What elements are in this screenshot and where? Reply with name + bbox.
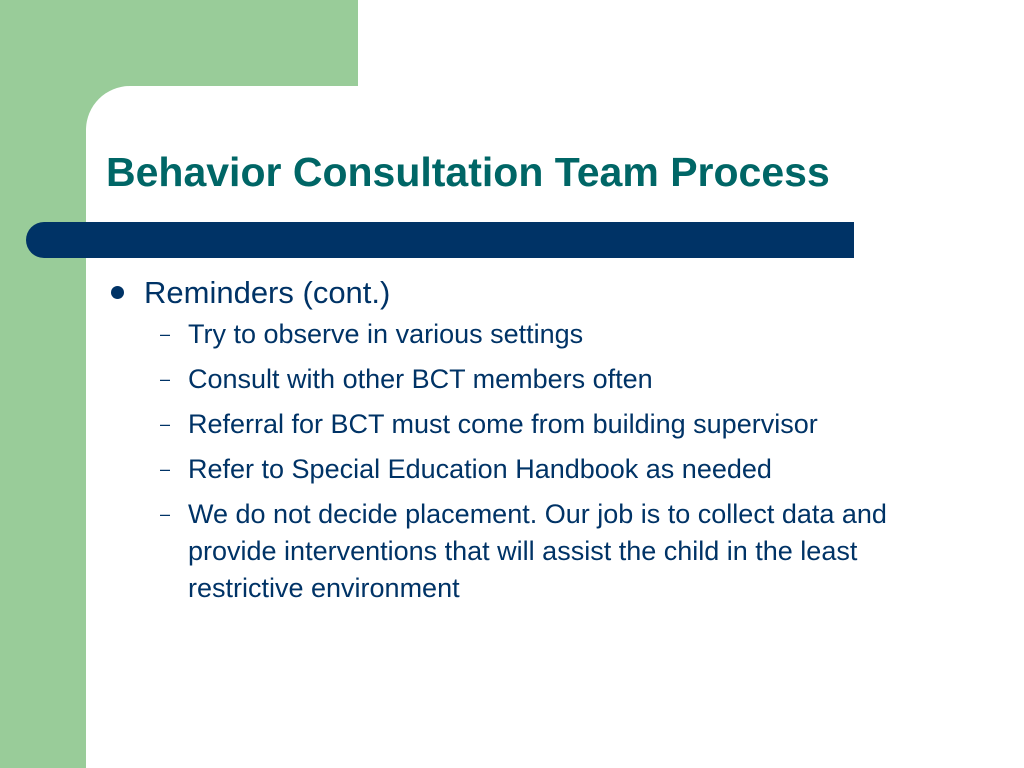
sub-bullet-text: Try to observe in various settings [188,319,584,349]
slide-body [106,272,966,615]
sub-bullet-text: Refer to Special Education Handbook as needed [188,454,772,484]
bullet-item [106,272,966,314]
sub-bullet-text: Consult with other BCT members often [188,364,653,394]
sub-bullet-text: We do not decide placement. Our job is to collect data and provide interventions that will assist the child in the least restrictive environment [188,499,887,603]
bullet-text: Reminders (cont.) [144,275,391,310]
sub-bullet-text: Referral for BCT must come from building supervisor [188,409,818,439]
sub-bullet-item [106,496,966,607]
sub-bullet-item [106,406,966,443]
dash-icon: – [160,414,171,434]
dash-icon: – [160,504,171,524]
sub-bullet-list [106,316,966,607]
sub-bullet-item [106,361,966,398]
dash-icon: – [160,369,171,389]
dash-icon: – [160,324,171,344]
dash-icon: – [160,459,171,479]
slide-title: Behavior Consultation Team Process [106,149,830,195]
sub-bullet-item [106,316,966,353]
bullet-dot-icon [111,286,124,299]
sub-bullet-item [106,451,966,488]
title-underline-bar [26,222,854,258]
